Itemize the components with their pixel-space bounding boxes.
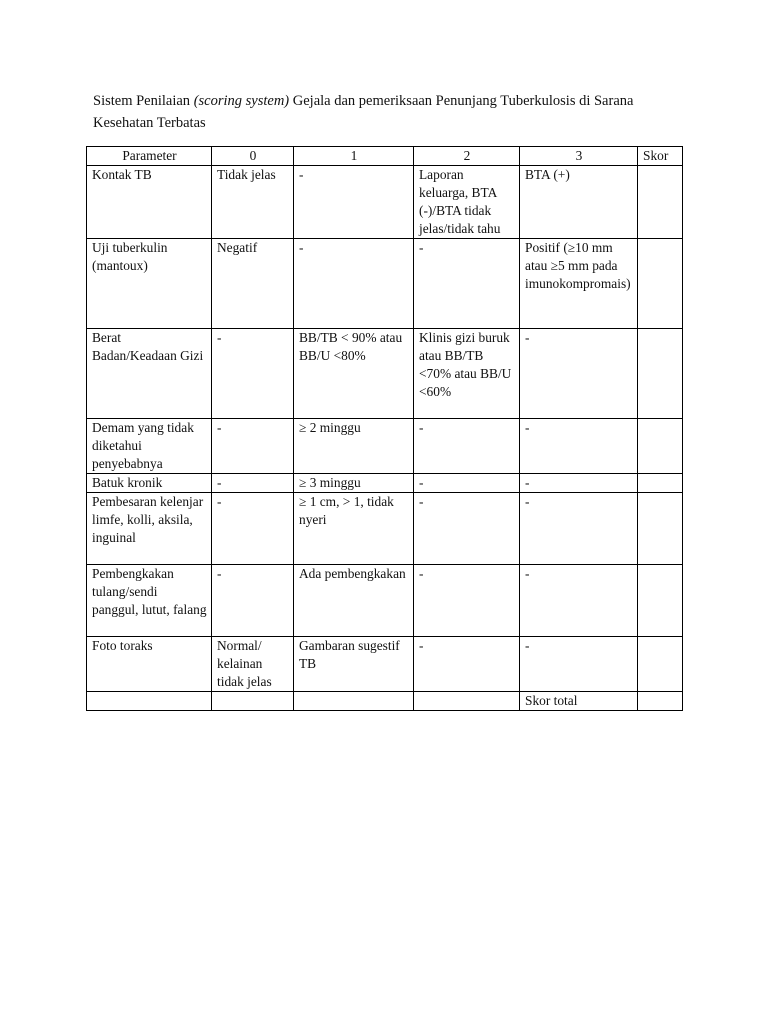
cell-score-0: Tidak jelas xyxy=(212,166,294,239)
cell-empty xyxy=(212,692,294,711)
cell-skor xyxy=(638,565,683,637)
cell-score-0: Normal/ kelainan tidak jelas xyxy=(212,637,294,692)
cell-score-0: - xyxy=(212,474,294,493)
cell-score-2: - xyxy=(414,474,520,493)
document-title xyxy=(93,90,693,134)
cell-parameter: Batuk kronik xyxy=(87,474,212,493)
cell-skor xyxy=(638,239,683,329)
header-score-2: 2 xyxy=(414,147,520,166)
cell-score-1: ≥ 3 minggu xyxy=(294,474,414,493)
cell-score-2: - xyxy=(414,419,520,474)
cell-parameter: Pembengkakan tulang/sendi panggul, lutut, falang xyxy=(87,565,212,637)
cell-score-3: BTA (+) xyxy=(520,166,638,239)
cell-score-1: Gambaran sugestif TB xyxy=(294,637,414,692)
cell-score-3: - xyxy=(520,637,638,692)
header-score-1: 1 xyxy=(294,147,414,166)
table-row xyxy=(87,239,683,329)
cell-score-2: Laporan keluarga, BTA (-)/BTA tidak jelas/tidak tahu xyxy=(414,166,520,239)
cell-score-1: ≥ 2 minggu xyxy=(294,419,414,474)
cell-score-2: - xyxy=(414,565,520,637)
table-row xyxy=(87,565,683,637)
cell-score-2: - xyxy=(414,637,520,692)
table-row xyxy=(87,637,683,692)
cell-skor xyxy=(638,166,683,239)
cell-score-2: - xyxy=(414,239,520,329)
cell-score-1: BB/TB < 90% atau BB/U <80% xyxy=(294,329,414,419)
cell-score-3: - xyxy=(520,419,638,474)
cell-score-2: - xyxy=(414,493,520,565)
cell-skor xyxy=(638,474,683,493)
cell-score-3: - xyxy=(520,493,638,565)
cell-empty xyxy=(87,692,212,711)
cell-score-0: - xyxy=(212,419,294,474)
cell-score-0: - xyxy=(212,493,294,565)
table-row xyxy=(87,419,683,474)
total-score-cell xyxy=(638,692,683,711)
cell-parameter: Berat Badan/Keadaan Gizi xyxy=(87,329,212,419)
table-row xyxy=(87,493,683,565)
table-row xyxy=(87,474,683,493)
cell-score-1: - xyxy=(294,166,414,239)
cell-score-0: - xyxy=(212,329,294,419)
cell-score-1: Ada pembengkakan xyxy=(294,565,414,637)
cell-score-3: - xyxy=(520,565,638,637)
cell-score-0: Negatif xyxy=(212,239,294,329)
total-label: Skor total xyxy=(520,692,638,711)
header-parameter: Parameter xyxy=(87,147,212,166)
cell-score-3: Positif (≥10 mm atau ≥5 mm pada imunokompromais) xyxy=(520,239,638,329)
title-text-rest: Gejala dan pemeriksaan Penunjang Tuberkulosis di Sarana Kesehatan Terbatas xyxy=(93,93,634,131)
cell-skor xyxy=(638,329,683,419)
cell-empty xyxy=(294,692,414,711)
cell-parameter: Foto toraks xyxy=(87,637,212,692)
cell-score-1: - xyxy=(294,239,414,329)
cell-parameter: Demam yang tidak diketahui penyebabnya xyxy=(87,419,212,474)
cell-score-2: Klinis gizi buruk atau BB/TB <70% atau BB/U <60% xyxy=(414,329,520,419)
cell-parameter: Kontak TB xyxy=(87,166,212,239)
table-header-row xyxy=(87,147,683,166)
cell-skor xyxy=(638,637,683,692)
cell-parameter: Uji tuberkulin (mantoux) xyxy=(87,239,212,329)
title-italic-text: (scoring system) xyxy=(193,93,290,109)
cell-score-0: - xyxy=(212,565,294,637)
cell-score-3: - xyxy=(520,474,638,493)
title-text: Sistem Penilaian xyxy=(93,93,194,109)
header-score-0: 0 xyxy=(212,147,294,166)
cell-skor xyxy=(638,419,683,474)
cell-score-3: - xyxy=(520,329,638,419)
header-score-3: 3 xyxy=(520,147,638,166)
cell-empty xyxy=(414,692,520,711)
cell-skor xyxy=(638,493,683,565)
total-row xyxy=(87,692,683,711)
table-row xyxy=(87,166,683,239)
cell-parameter: Pembesaran kelenjar limfe, kolli, aksila, inguinal xyxy=(87,493,212,565)
scoring-table xyxy=(86,146,683,711)
table-row xyxy=(87,329,683,419)
cell-score-1: ≥ 1 cm, > 1, tidak nyeri xyxy=(294,493,414,565)
header-skor: Skor xyxy=(638,147,683,166)
